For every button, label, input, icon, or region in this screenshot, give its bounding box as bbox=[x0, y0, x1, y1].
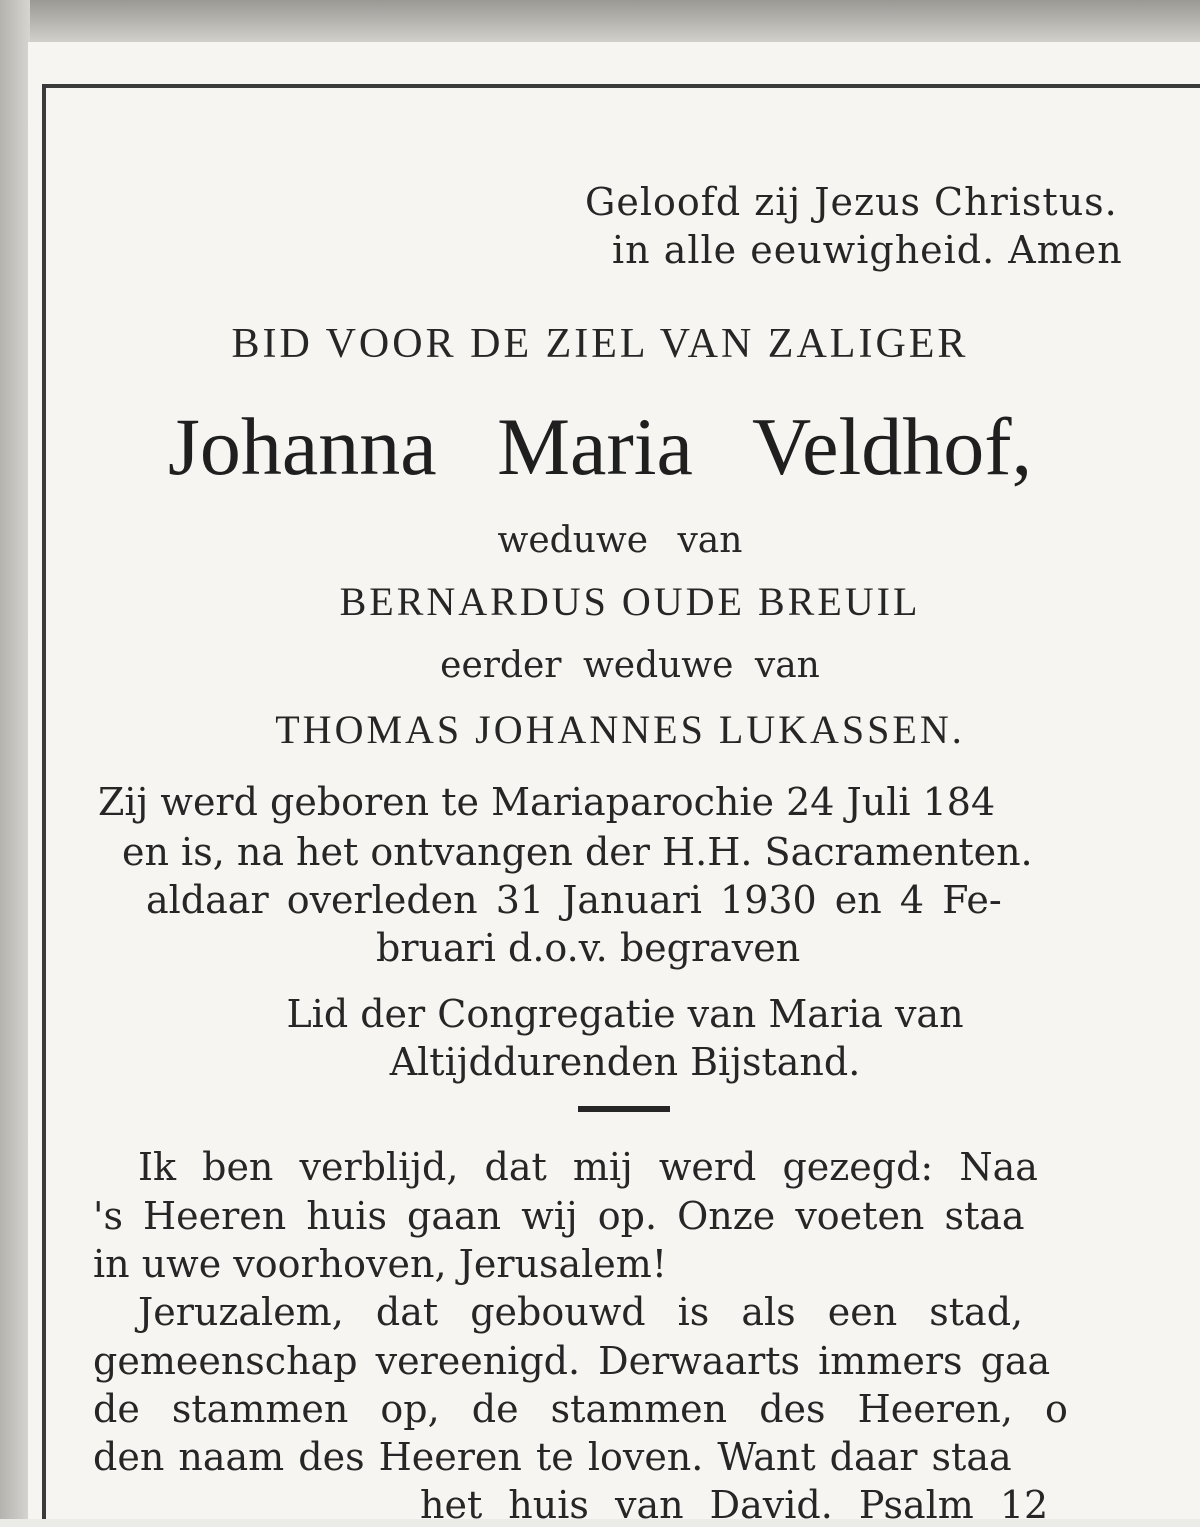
greeting-line-2: in alle eeuwigheid. Amen bbox=[612, 228, 1123, 272]
biography-line-1: Zij werd geboren te Mariaparochie 24 Juli 184 bbox=[98, 780, 996, 824]
congregation-line-2: Altijddurenden Bijstand. bbox=[389, 1040, 861, 1084]
prayer-heading: BID VOOR DE ZIEL VAN ZALIGER bbox=[231, 321, 969, 367]
psalm-line-4: Jeruzalem, dat gebouwd is als een stad, bbox=[138, 1290, 1024, 1334]
husband-name: BERNARDUS OUDE BREUIL bbox=[339, 579, 921, 624]
scan-background-left bbox=[0, 0, 30, 1519]
psalm-line-6: de stammen op, de stammen des Heeren, o bbox=[93, 1387, 1068, 1431]
first-husband-name: THOMAS JOHANNES LUKASSEN. bbox=[275, 707, 965, 752]
widow-of-label: weduwe van bbox=[497, 520, 743, 561]
biography-line-3: aldaar overleden 31 Januari 1930 en 4 Fe- bbox=[146, 878, 1002, 922]
edge-fade bbox=[1148, 150, 1200, 1519]
greeting-line-1: Geloofd zij Jezus Christus. bbox=[585, 180, 1118, 224]
congregation-line-1: Lid der Congregatie van Maria van bbox=[286, 992, 964, 1036]
divider-rule bbox=[578, 1106, 670, 1112]
biography-line-4: bruari d.o.v. begraven bbox=[376, 926, 801, 970]
psalm-line-2: 's Heeren huis gaan wij op. Onze voeten staa bbox=[93, 1194, 1025, 1238]
earlier-widow-label: eerder weduwe van bbox=[440, 645, 820, 686]
biography-line-2: en is, na het ontvangen der H.H. Sacramenten. bbox=[122, 830, 1033, 874]
psalm-line-8: het huis van David. Psalm 12 bbox=[420, 1483, 1049, 1527]
psalm-line-5: gemeenschap vereenigd. Derwaarts immers gaa bbox=[93, 1339, 1051, 1383]
scan-background-top bbox=[0, 0, 1200, 48]
psalm-line-1: Ik ben verblijd, dat mij werd gezegd: Naa bbox=[138, 1145, 1038, 1189]
psalm-line-3: in uwe voorhoven, Jerusalem! bbox=[93, 1242, 668, 1286]
deceased-name: Johanna Maria Veldhof, bbox=[167, 401, 1033, 492]
psalm-line-7: den naam des Heeren te loven. Want daar staa bbox=[93, 1435, 1012, 1479]
